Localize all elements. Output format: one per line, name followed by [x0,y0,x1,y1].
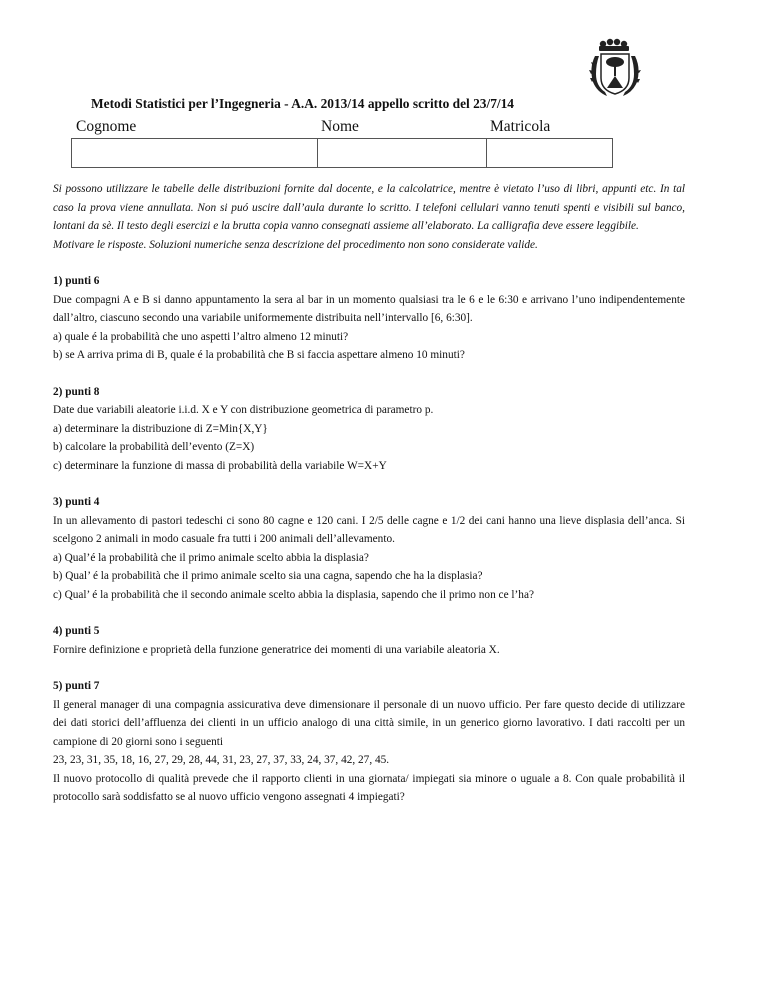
question-4 [53,622,685,659]
question-text: In un allevamento di pastori tedeschi ci sono 80 cagne e 120 cani. I 2/5 delle cagne e 1/2 dei cani hanno una lieve displasia dell’anca. Si scelgono 2 animali in modo casuale fra tutti i 200 animali dell’allevamento. [53,514,685,545]
question-part: Il nuovo protocollo di qualità prevede che il rapporto clienti in una giornata/ impiegati sia minore o uguale a 8. Con quale probabilità il protocollo sarà soddisfatto se al nuovo ufficio vengono assegnati 4 impiegati? [53,772,685,803]
question-heading: 3) punti 4 [53,496,100,508]
question-text: Due compagni A e B si danno appuntamento la sera al bar in un momento qualsiasi tra le 6 e le 6:30 e arrivano l’uno indipendentemente dall’altro, ciascuno secondo una variabile uniformemente distribuita nell’intervallo [6, 6:30]. [53,293,685,324]
question-heading: 2) punti 8 [53,385,100,398]
question-2 [53,383,685,476]
nome-field[interactable] [317,139,486,167]
question-heading: 5) punti 7 [53,680,100,692]
question-part: c) Qual’ é la probabilità che il secondo animale scelto abbia la displasia, sapendo che il primo non ce l’ha? [53,588,534,601]
instructions-note: Motivare le risposte. Soluzioni numeriche senza descrizione del procedimento non sono considerate valide. [53,238,538,251]
data-sample: 23, 23, 31, 35, 18, 16, 27, 29, 28, 44, 31, 23, 27, 37, 33, 24, 37, 42, 27, 45. [53,754,390,766]
question-5 [53,677,685,807]
nome-label: Nome [321,118,359,135]
question-part: b) Qual’ é la probabilità che il primo animale scelto sia una cagna, sapendo che ha la displasia? [53,570,483,582]
question-heading: 4) punti 5 [53,625,100,637]
student-id-table [71,138,613,168]
question-part: a) Qual’é la probabilità che il primo animale scelto abbia la displasia? [53,551,369,564]
question-1 [53,272,685,365]
exam-body [53,180,685,807]
question-part: b) calcolare la probabilità dell’evento (Z=X) [53,441,255,453]
question-part: c) determinare la funzione di massa di probabilità della variabile W=X+Y [53,459,387,472]
cognome-label: Cognome [76,118,137,135]
exam-title: Metodi Statistici per l’Ingegneria - A.A. 2013/14 appello scritto del 23/7/14 [91,96,515,111]
question-text: Fornire definizione e proprietà della funzione generatrice dei momenti di una variabile aleatoria X. [53,643,500,656]
university-crest-icon [583,38,647,102]
instructions-paragraph: Si possono utilizzare le tabelle delle distribuzioni fornite dal docente, e la calcolatrice, mentre è vietato l’uso di libri, appunti etc. In tal caso la prova viene annullata. Non si puó uscire dall’aula durante lo scritto. I telefoni cellulari vanno tenuti spenti e visibili sul banco, lontani da sè. Il testo degli esercizi e la brutta copia vanno consegnati assieme all’elaborato. La calligrafia deve essere leggibile. [53,183,685,232]
question-heading: 1) punti 6 [53,275,100,287]
cognome-field[interactable] [72,139,317,167]
matricola-label: Matricola [490,118,551,135]
question-3 [53,493,685,604]
question-text: Il general manager di una compagnia assicurativa deve dimensionare il personale di un nuovo ufficio. Per fare questo decide di utilizzare dei dati storici dell’affluenza dei clienti in un ufficio analogo di una città simile, in un generico giorno lavorativo. I dati raccolti per un campione di 20 giorni sono i seguenti [53,698,685,748]
question-text: Date due variabili aleatorie i.i.d. X e Y con distribuzione geometrica di parametro p. [53,404,434,416]
question-part: b) se A arriva prima di B, quale é la probabilità che B si faccia aspettare almeno 10 minuti? [53,349,465,361]
matricola-field[interactable] [486,139,612,167]
question-part: a) determinare la distribuzione di Z=Min{X,Y} [53,422,268,435]
question-part: a) quale é la probabilità che uno aspetti l’altro almeno 12 minuti? [53,330,349,343]
